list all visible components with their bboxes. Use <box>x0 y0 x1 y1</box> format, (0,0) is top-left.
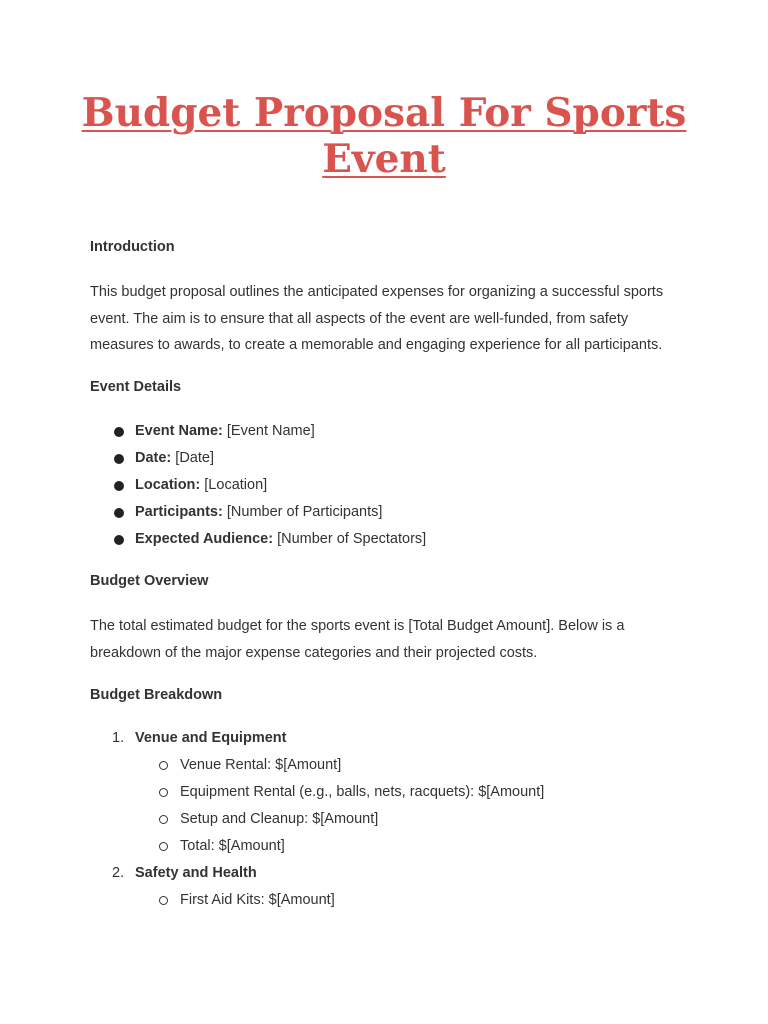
introduction-heading: Introduction <box>90 239 175 255</box>
list-item <box>135 752 670 779</box>
item-value: [Number of Spectators] <box>277 531 427 548</box>
hollow-bullet-icon <box>159 815 168 824</box>
list-item <box>135 806 670 833</box>
list-item <box>90 445 670 472</box>
category-name: Venue and Equipment <box>135 729 287 746</box>
list-item <box>135 833 670 860</box>
list-item <box>90 526 670 553</box>
bullet-icon <box>114 535 124 545</box>
item-text: Total: $[Amount] <box>180 837 285 854</box>
category-number: 1. <box>112 729 125 746</box>
item-text: Setup and Cleanup: $[Amount] <box>180 810 379 827</box>
hollow-bullet-icon <box>159 761 168 770</box>
category-name: Safety and Health <box>135 864 257 881</box>
item-label: Participants: <box>135 504 223 521</box>
hollow-bullet-icon <box>159 896 168 905</box>
item-value: [Date] <box>175 450 214 467</box>
item-value: [Location] <box>204 477 268 494</box>
hollow-bullet-icon <box>159 842 168 851</box>
item-label: Location: <box>135 477 201 494</box>
bullet-icon <box>114 481 124 491</box>
list-item <box>90 418 670 445</box>
item-text: Equipment Rental (e.g., balls, nets, racquets): $[Amount] <box>180 783 545 800</box>
event-details-heading: Event Details <box>90 379 182 396</box>
budget-breakdown-list <box>90 725 670 914</box>
category-items <box>135 887 670 914</box>
list-item <box>90 472 670 499</box>
bullet-icon <box>114 427 124 437</box>
item-label: Event Name: <box>135 423 223 440</box>
hollow-bullet-icon <box>159 788 168 797</box>
list-item <box>90 499 670 526</box>
budget-breakdown-heading: Budget Breakdown <box>90 686 223 703</box>
item-text: Venue Rental: $[Amount] <box>180 756 342 773</box>
budget-overview-paragraph: The total estimated budget for the sports event is [Total Budget Amount]. Below is a breakdown of the major expense categories and their projected costs. <box>90 618 625 661</box>
introduction-paragraph: This budget proposal outlines the anticipated expenses for organizing a successful sports event. The aim is to ensure that all aspects of the event are well-funded, from safety measures to awards, to create a memorable and engaging experience for all participants. <box>90 284 664 354</box>
item-text: First Aid Kits: $[Amount] <box>180 891 335 908</box>
category-item <box>90 860 670 914</box>
item-label: Expected Audience: <box>135 531 274 548</box>
bullet-icon <box>114 454 124 464</box>
item-label: Date: <box>135 450 172 467</box>
document-body <box>90 237 670 914</box>
budget-overview-heading: Budget Overview <box>90 573 209 590</box>
bullet-icon <box>114 508 124 518</box>
category-number: 2. <box>112 864 125 881</box>
item-value: [Event Name] <box>226 423 315 440</box>
category-items <box>135 752 670 860</box>
item-value: [Number of Participants] <box>226 504 383 521</box>
list-item <box>135 887 670 914</box>
category-item <box>90 725 670 860</box>
list-item <box>135 779 670 806</box>
document-title: Budget Proposal For Sports Event <box>81 90 687 182</box>
event-details-list <box>90 418 670 553</box>
